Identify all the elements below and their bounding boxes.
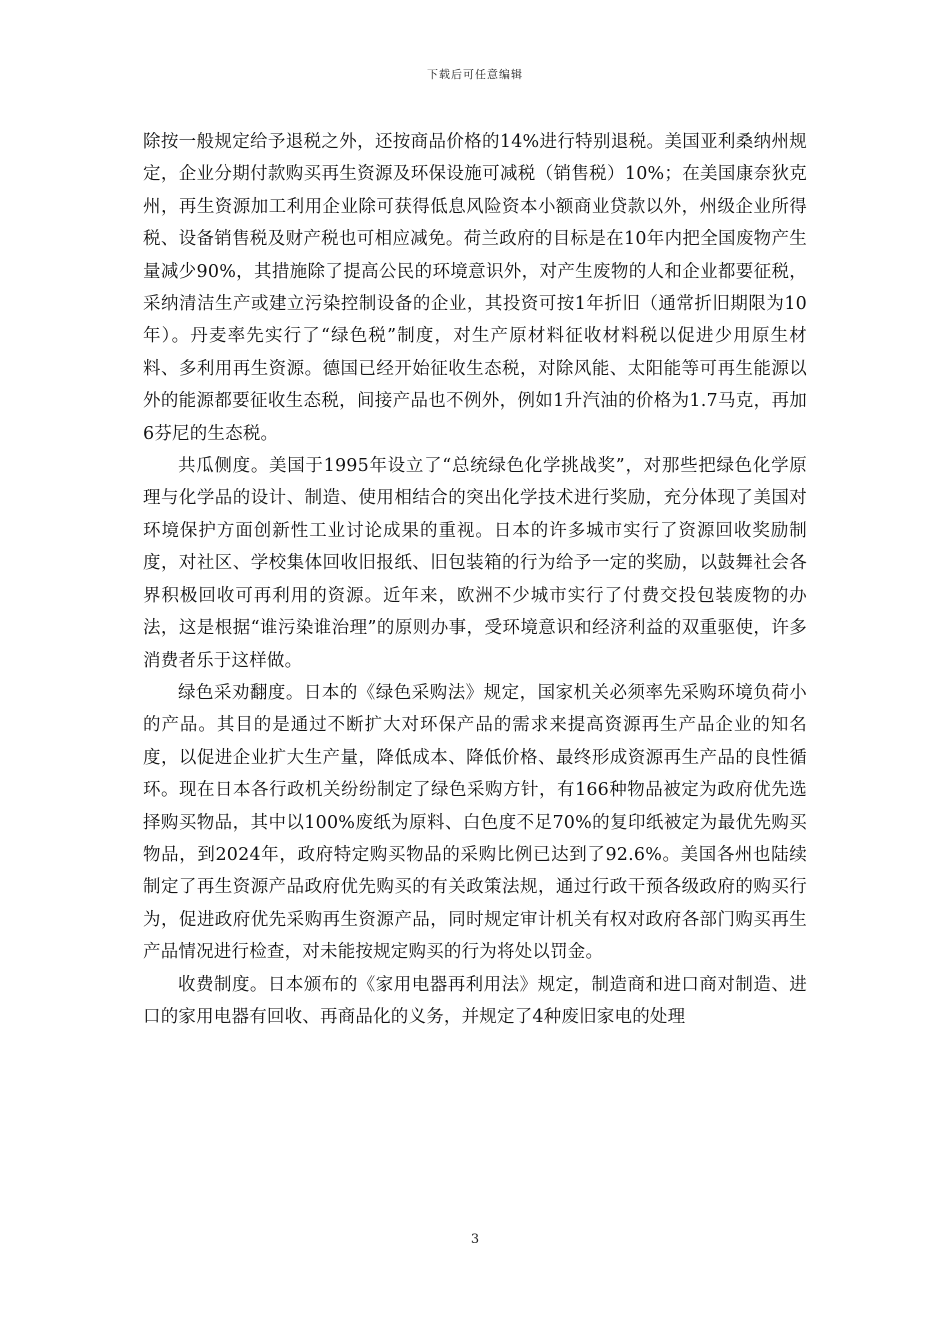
page-number: 3 — [470, 1232, 480, 1247]
page-header: 下载后可任意编辑 — [427, 68, 523, 81]
paragraph-tax-refund-continued: 除按一般规定给予退税之外，还按商品价格的14%进行特别退税。美国亚利桑纳州规定，企业分期付款购买再生资源及环保设施可减税（销售税）10%；在美国康奈狄克州，再生资源加工利用企业除可获得低息风险资本小额商业贷款以外，州级企业所得税、设备销售税及财产税也可相应减免。荷兰政府的目标是在10年内把全国废物产生量减少90%，其措施除了提高公民的环境意识外，对产生废物的人和企业都要征税，采纳清洁生产或建立污染控制设备的企业，其投资可按1年折旧（通常折旧期限为10年）。丹麦率先实行了“绿色税”制度，对生产原材料征收材料税以促进少用原生材料、多利用再生资源。德国已经开始征收生态税，对除风能、太阳能等可再生能源以外的能源都要征收生态税，间接产品也不例外，例如1升汽油的价格为1.7马克，再加6芬尼的生态税。 — [143, 132, 807, 444]
document-body — [143, 126, 807, 1033]
paragraph-fee-system: 收费制度。日本颁布的《家用电器再利用法》规定，制造商和进口商对制造、进口的家用电器有回收、再商品化的义务，并规定了4种废旧家电的处理 — [143, 974, 807, 1027]
paragraph-incentive-system: 共瓜侧度。美国于1995年设立了“总统绿色化学挑战奖”，对那些把绿色化学原理与化学品的设计、制造、使用相结合的突出化学技术进行奖励，充分体现了美国对环境保护方面创新性工业讨论成果的重视。日本的许多城市实行了资源回收奖励制度，对社区、学校集体回收旧报纸、旧包装箱的行为给予一定的奖励，以鼓舞社会各界积极回收可再利用的资源。近年来，欧洲不少城市实行了付费交投包装废物的办法，这是根据“谁污染谁治理”的原则办事，受环境意识和经济利益的双重驱使，许多消费者乐于这样做。 — [143, 456, 807, 671]
paragraph-green-procurement: 绿色采劝翻度。日本的《绿色采购法》规定，国家机关必须率先采购环境负荷小的产品。其目的是通过不断扩大对环保产品的需求来提高资源再生产品企业的知名度，以促进企业扩大生产量，降低成本、降低价格、最终形成资源再生产品的良性循环。现在日本各行政机关纷纷制定了绿色采购方针，有166种物品被定为政府优先选择购买物品，其中以100%废纸为原料、白色度不足70%的复印纸被定为最优先购买物品，到2024年，政府特定购买物品的采购比例已达到了92.6%。美国各州也陆续制定了再生资源产品政府优先购买的有关政策法规，通过行政干预各级政府的购买行为，促进政府优先采购再生资源产品，同时规定审计机关有权对政府各部门购买再生产品情况进行检查，对未能按规定购买的行为将处以罚金。 — [143, 682, 807, 963]
